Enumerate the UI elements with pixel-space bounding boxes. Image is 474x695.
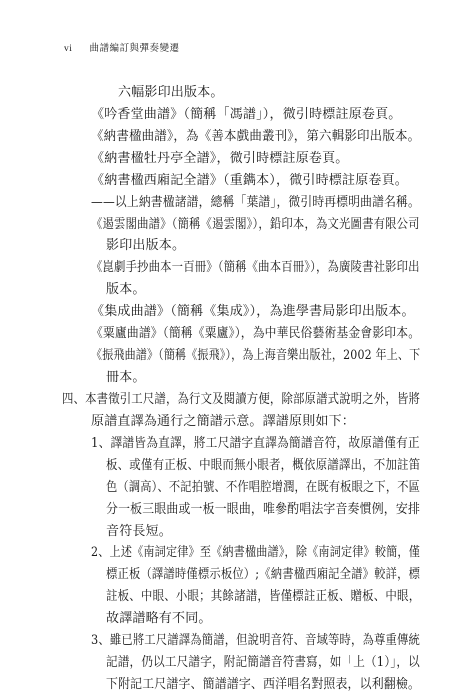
text-line: 《納書楹牡丹亭全譜》，微引時標註原卷頁。 — [91, 150, 349, 166]
text-line: 板、或僅有正板、中眼而無小眼者，概依原譜譯出，不加註笛 — [106, 457, 421, 473]
text-line: 六幅影印出版本。 — [118, 85, 224, 100]
text-line: 《振飛曲譜》（簡稱《振飛》），為上海音樂出版社，2002 年上、下 — [91, 348, 421, 364]
text-line: 註板、中眼、小眼；其餘諸譜，皆僅標註正板、贈板、中眼， — [106, 589, 421, 605]
text-line: 《遏雲閣曲譜》（簡稱《遏雲閣》），鉛印本，為文光圖書有限公司 — [91, 216, 420, 232]
text-line: 分一板三眼曲或一板一眼曲，唯參酌唱法字音奏慣例，安排 — [106, 501, 421, 517]
text-line: 下附記工尺譜字、簡譜譜字、西洋唱名對照表，以利翻檢。 — [106, 677, 421, 692]
text-line: 《納書楹西廂記全譜》（重鐫本），微引時標註原卷頁。 — [91, 172, 409, 188]
text-line: 《集成曲譜》（簡稱《集成》），為進學書局影印出版本。 — [91, 304, 415, 320]
text-line: 四、本書徵引工尺譜，為行文及閱讀方便，除部原譜式說明之外，皆將 — [62, 391, 421, 407]
text-line: 冊本。 — [106, 370, 146, 386]
text-line: 《吟香堂曲譜》（簡稱「馮譜」），微引時標註原卷頁。 — [91, 106, 402, 122]
text-line: 原譜直譯為通行之簡譜示意。譯譜原則如下： — [91, 413, 356, 429]
text-line: 3、雖已將工尺譜譯為簡譜，但說明音符、音域等時，為尊重傳統 — [91, 633, 420, 649]
text-line: 色（調高）、不記拍號、不作唱腔增潤，在既有板眼之下，不區 — [106, 479, 421, 495]
running-title: 曲譜編訂與彈奏變遷 — [89, 43, 180, 54]
text-line: ——以上納書楹諸譜，總稱「葉譜」，微引時再標明曲譜名稱。 — [91, 194, 420, 210]
text-line: 故譯譜略有不同。 — [106, 611, 212, 627]
text-line: 2、上述《南詞定律》至《納書楹曲譜》，除《南詞定律》較簡，僅 — [91, 545, 420, 561]
text-line: 標正板（譯譜時僅標示板位）;《納書楹西廂記全譜》較詳，標 — [106, 567, 421, 583]
text-line: 記譜，仍以工尺譜字，附記簡譜音符書寫，如「上（1）」，以 — [106, 655, 420, 671]
text-line: 《納書楹曲譜》，為《善本戲曲叢刊》，第六輯影印出版本。 — [91, 128, 421, 144]
running-header — [64, 40, 180, 54]
text-line: 版本。 — [106, 282, 146, 298]
text-line: 影印出版本。 — [106, 238, 186, 254]
text-line: 音符長短。 — [106, 523, 173, 539]
text-line: 《粟廬曲譜》（簡稱《粟廬》），為中華民俗藝術基金會影印本。 — [91, 326, 421, 342]
text-line: 《崑劇手抄曲本一百冊》（簡稱《曲本百冊》），為廣陵書社影印出 — [91, 260, 420, 276]
text-line: 1、譯譜皆為直譯，將工尺譜字直譯為簡譜音符，故原譜僅有正 — [91, 435, 420, 451]
page-number: vi — [64, 44, 73, 54]
